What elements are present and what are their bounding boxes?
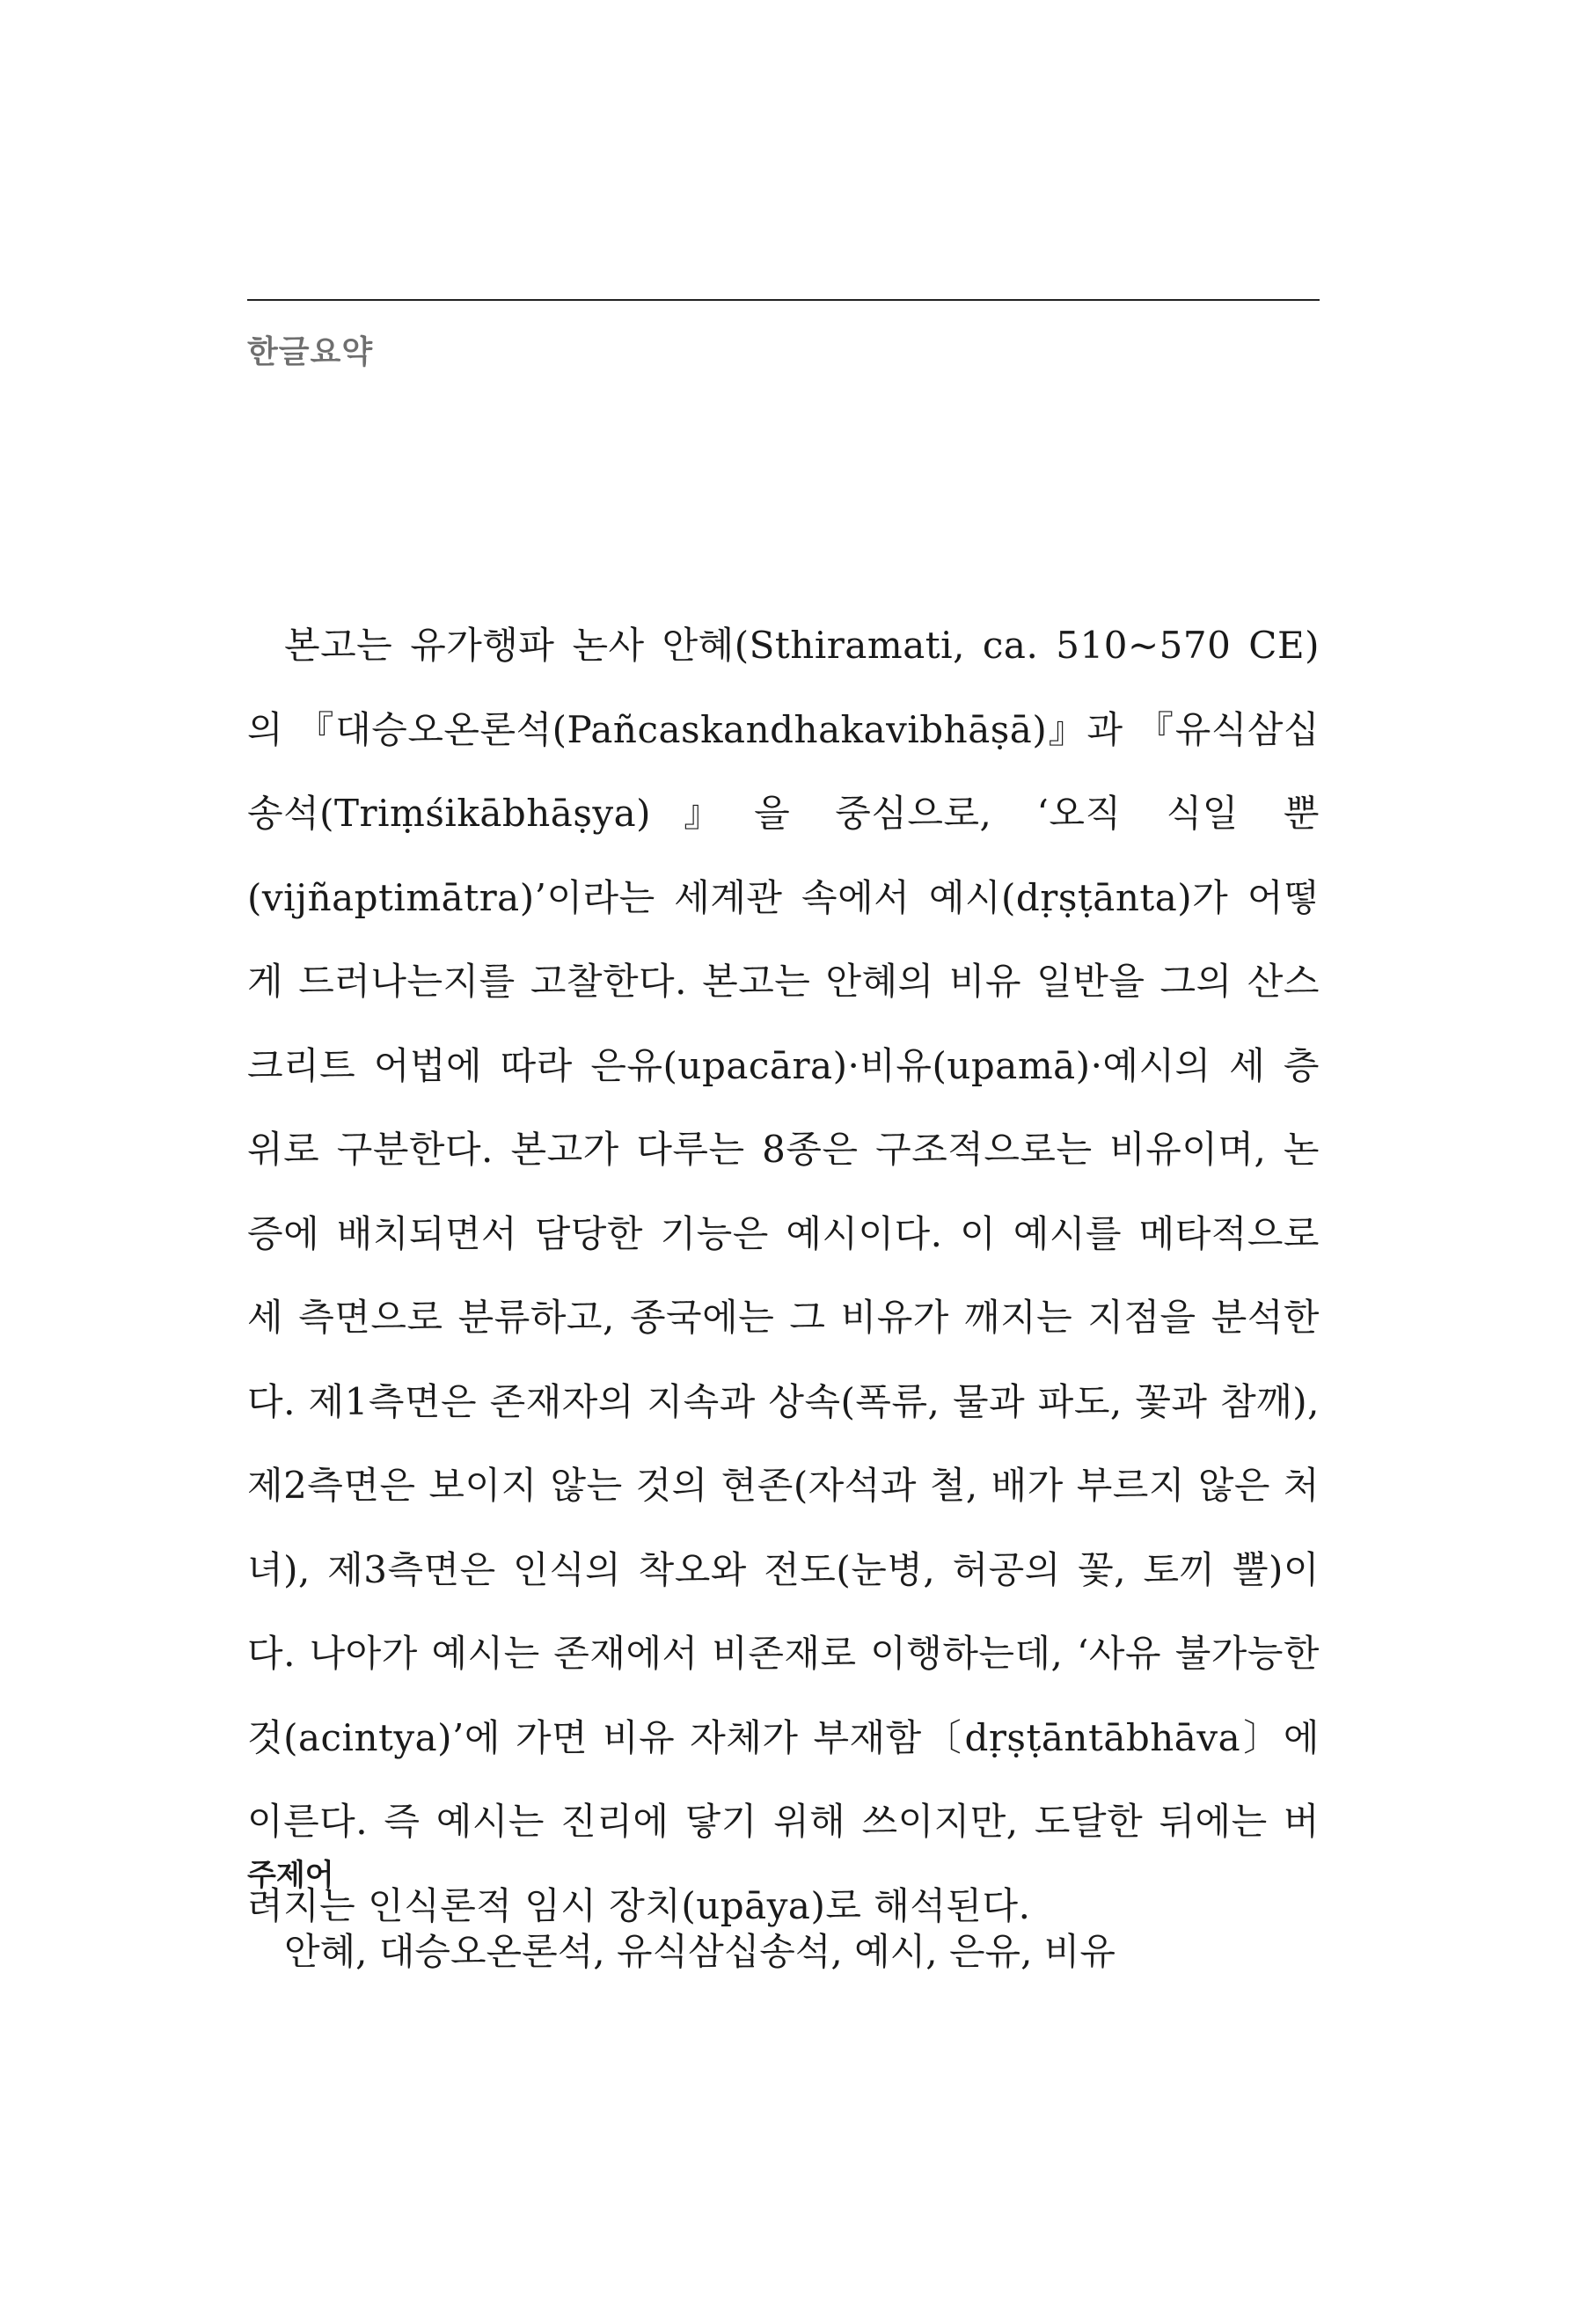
keywords-list: 안혜, 대승오온론석, 유식삼십송석, 예시, 은유, 비유 <box>284 1930 1116 1973</box>
keywords-heading: 주제어 <box>247 1858 334 1893</box>
top-rule <box>247 299 1320 301</box>
abstract-paragraph: 본고는 유가행파 논사 안혜(Sthiramati, ca. 510~570 CE)의 『대승오온론석(Pañcaskandhakavibhāṣā)』과 『유식삼십송석(Triṃśikābhāṣya)』을 중심으로, ‘오직 식일 뿐(vijñaptimātra)’이라는 세계관 속에서 예시(dṛṣṭānta)가 어떻게 드러나는지를 고찰한다. 본고는 안혜의 비유 일반을 그의 산스크리트 어법에 따라 은유(upacāra)·비유(upamā)·예시의 세 층위로 구분한다. 본고가 다루는 8종은 구조적으로는 비유이며, 논증에 배치되면서 담당한 기능은 예시이다. 이 예시를 메타적으로 세 측면으로 분류하고, 종국에는 그 비유가 깨지는 지점을 분석한다. 제1측면은 존재자의 지속과 상속(폭류, 물과 파도, 꽃과 참깨), 제2측면은 보이지 않는 것의 현존(자석과 철, 배가 부르지 않은 처녀), 제3측면은 인식의 착오와 전도(눈병, 허공의 꽃, 토끼 뿔)이다. 나아가 예시는 존재에서 비존재로 이행하는데, ‘사유 불가능한 것(acintya)’에 가면 비유 자체가 부재함〔dṛṣṭāntābhāva〕에 이른다. 즉 예시는 진리에 닿기 위해 쓰이지만, 도달한 뒤에는 버려지는 인식론적 임시 장치(upāya)로 해석된다. <box>247 624 1320 1927</box>
summary-heading: 한글요약 <box>247 334 374 370</box>
